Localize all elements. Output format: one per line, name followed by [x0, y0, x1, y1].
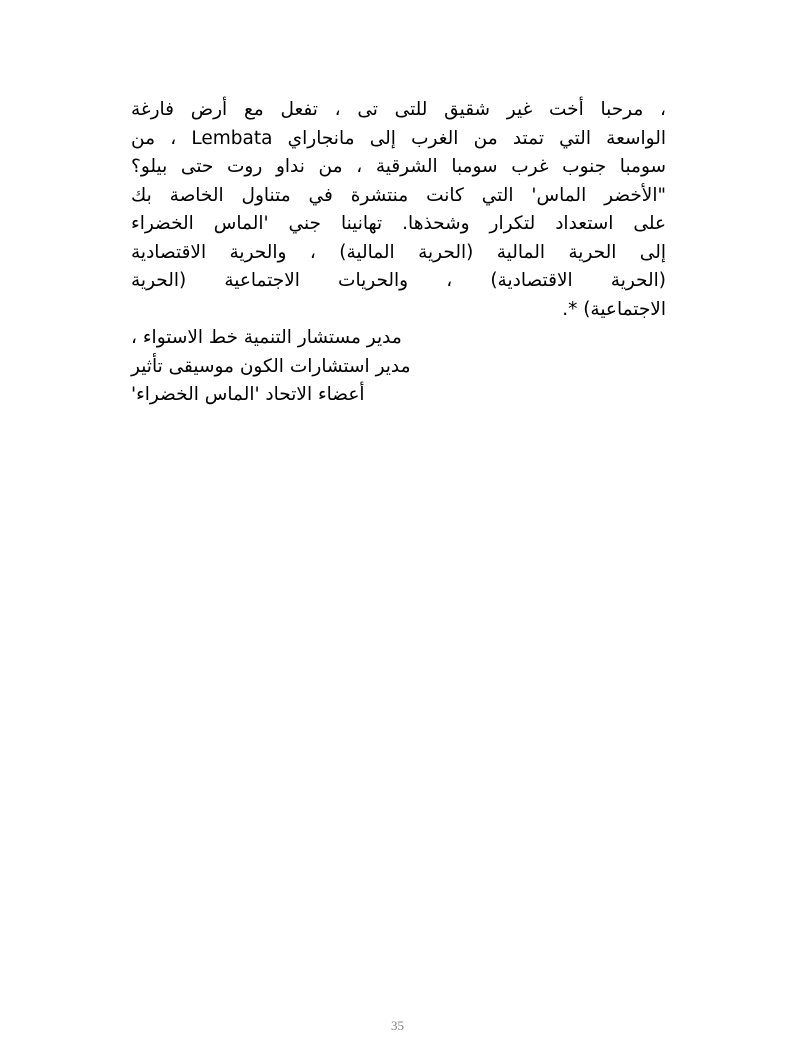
signature-line-1: مدير مستشار التنمية خط الاستواء ،: [131, 327, 402, 348]
paragraph-line-8: الاجتماعية) *.: [562, 298, 666, 320]
signature-line-2: مدير استشارات الكون موسيقى تأثير: [131, 355, 411, 377]
page-number: 35: [391, 1018, 404, 1033]
signature-line-3: أعضاء الاتحاد 'الماس الخضراء': [131, 384, 365, 405]
paragraph-line-7: (الحرية الاقتصادية) ، والحريات الاجتماعية (الحرية: [131, 270, 666, 291]
paragraph-line-2: الواسعة التي تمتد من الغرب إلى مانجاراي Lembata ، من: [131, 127, 666, 149]
paragraph-line-4: "الأخضر الماس' التي كانت منتشرة في متناول الخاصة بك: [131, 184, 666, 206]
paragraph-line-6: إلى الحرية المالية (الحرية المالية) ، والحرية الاقتصادية: [131, 241, 666, 263]
signature-block: [131, 324, 666, 410]
body-paragraph: [131, 96, 666, 324]
paragraph-line-3: سومبا جنوب غرب سومبا الشرقية ، من نداو روت حتى بيلو؟: [131, 156, 666, 177]
paragraph-line-5: على استعداد لتكرار وشحذها. تهانينا جني 'الماس الخضراء: [131, 213, 666, 234]
paragraph-line-1: ، مرحبا أخت غير شقيق للتى تى ، تفعل مع أرض فارغة: [131, 99, 666, 120]
